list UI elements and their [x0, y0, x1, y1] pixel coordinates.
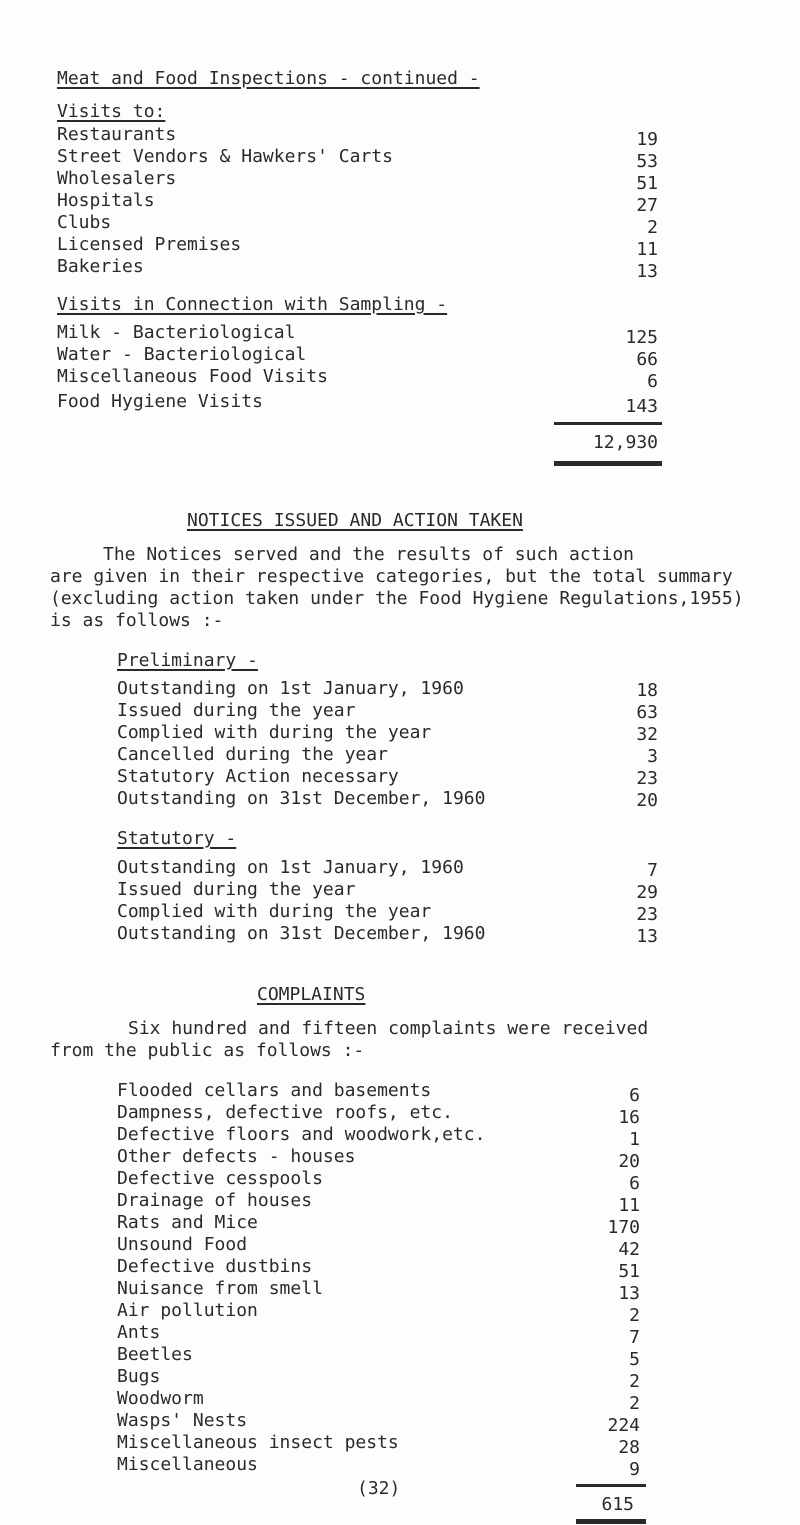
list-item-value: 32 [636, 724, 658, 745]
list-item-label: Food Hygiene Visits [57, 391, 263, 412]
list-item-label: Defective dustbins [117, 1256, 313, 1277]
list-item-value: 7 [629, 1327, 640, 1348]
complaints-total: 615 [601, 1494, 634, 1515]
list-item-value: 51 [618, 1261, 640, 1282]
list-item-label: Defective cesspools [117, 1168, 323, 1189]
list-item-value: 143 [625, 396, 658, 417]
notices-intro-line: are given in their respective categories, but the total summary [50, 566, 733, 587]
list-item-label: Other defects - houses [117, 1146, 356, 1167]
complaints-intro-line: from the public as follows :- [50, 1040, 365, 1061]
list-item-value: 9 [629, 1459, 640, 1480]
list-item-label: Air pollution [117, 1300, 258, 1321]
list-item-value: 170 [607, 1217, 640, 1238]
list-item-value: 27 [636, 195, 658, 216]
list-item-value: 66 [636, 349, 658, 370]
visits-heading: Visits to: [57, 101, 166, 122]
list-item-label: Complied with during the year [117, 722, 432, 743]
list-item-value: 19 [636, 129, 658, 150]
list-item-label: Outstanding on 31st December, 1960 [117, 788, 486, 809]
list-item-value: 2 [647, 217, 658, 238]
complaints-heading: COMPLAINTS [257, 984, 366, 1005]
list-item-label: Street Vendors & Hawkers' Carts [57, 146, 393, 167]
list-item-label: Outstanding on 31st December, 1960 [117, 923, 486, 944]
list-item-value: 6 [647, 371, 658, 392]
list-item-value: 20 [636, 790, 658, 811]
list-item-label: Nuisance from smell [117, 1278, 323, 1299]
list-item-value: 5 [629, 1349, 640, 1370]
list-item-label: Woodworm [117, 1388, 204, 1409]
list-item-value: 51 [636, 173, 658, 194]
list-item-label: Wasps' Nests [117, 1410, 248, 1431]
list-item-value: 29 [636, 882, 658, 903]
page-heading: Meat and Food Inspections - continued - [57, 68, 480, 89]
list-item-value: 18 [636, 680, 658, 701]
list-item-value: 11 [618, 1195, 640, 1216]
list-item-label: Wholesalers [57, 168, 177, 189]
list-item-value: 42 [618, 1239, 640, 1260]
list-item-value: 28 [618, 1437, 640, 1458]
list-item-label: Milk - Bacteriological [57, 322, 296, 343]
list-item-value: 2 [629, 1371, 640, 1392]
list-item-label: Statutory Action necessary [117, 766, 399, 787]
list-item-label: Drainage of houses [117, 1190, 313, 1211]
list-item-value: 23 [636, 904, 658, 925]
list-item-label: Bugs [117, 1366, 161, 1387]
page-number: (32) [357, 1478, 401, 1499]
list-item-label: Miscellaneous insect pests [117, 1432, 399, 1453]
list-item-label: Outstanding on 1st January, 1960 [117, 857, 464, 878]
list-item-value: 20 [618, 1151, 640, 1172]
sampling-total-double-rule [554, 461, 662, 466]
list-item-value: 53 [636, 151, 658, 172]
list-item-label: Cancelled during the year [117, 744, 388, 765]
list-item-label: Issued during the year [117, 700, 356, 721]
list-item-label: Flooded cellars and basements [117, 1080, 432, 1101]
list-item-label: Restaurants [57, 124, 177, 145]
list-item-value: 224 [607, 1415, 640, 1436]
list-item-value: 6 [629, 1085, 640, 1106]
list-item-value: 2 [629, 1393, 640, 1414]
sampling-heading: Visits in Connection with Sampling - [57, 294, 448, 315]
list-item-value: 63 [636, 702, 658, 723]
list-item-label: Unsound Food [117, 1234, 248, 1255]
list-item-label: Outstanding on 1st January, 1960 [117, 678, 464, 699]
list-item-value: 6 [629, 1173, 640, 1194]
complaints-total-double-rule [576, 1519, 646, 1524]
list-item-value: 11 [636, 239, 658, 260]
list-item-label: Beetles [117, 1344, 193, 1365]
list-item-value: 13 [618, 1283, 640, 1304]
complaints-intro-line: Six hundred and fifteen complaints were received [128, 1018, 649, 1039]
list-item-value: 16 [618, 1107, 640, 1128]
list-item-label: Rats and Mice [117, 1212, 258, 1233]
preliminary-heading: Preliminary - [117, 650, 258, 671]
list-item-label: Dampness, defective roofs, etc. [117, 1102, 453, 1123]
list-item-label: Licensed Premises [57, 234, 242, 255]
list-item-label: Hospitals [57, 190, 155, 211]
list-item-value: 13 [636, 261, 658, 282]
statutory-heading: Statutory - [117, 828, 237, 849]
list-item-label: Water - Bacteriological [57, 344, 307, 365]
notices-intro-line: The Notices served and the results of such action [103, 544, 635, 565]
list-item-label: Issued during the year [117, 879, 356, 900]
list-item-label: Clubs [57, 212, 112, 233]
list-item-value: 13 [636, 926, 658, 947]
list-item-value: 1 [629, 1129, 640, 1150]
list-item-label: Bakeries [57, 256, 144, 277]
list-item-label: Miscellaneous [117, 1454, 258, 1475]
notices-intro-line: is as follows :- [50, 610, 224, 631]
sampling-total: 12,930 [592, 432, 658, 453]
list-item-value: 7 [647, 860, 658, 881]
list-item-value: 125 [625, 327, 658, 348]
list-item-value: 3 [647, 746, 658, 767]
list-item-label: Defective floors and woodwork,etc. [117, 1124, 486, 1145]
sampling-total-rule [554, 422, 662, 425]
list-item-value: 2 [629, 1305, 640, 1326]
notices-heading: NOTICES ISSUED AND ACTION TAKEN [187, 510, 523, 531]
complaints-total-rule [576, 1484, 646, 1487]
list-item-label: Complied with during the year [117, 901, 432, 922]
notices-intro-line: (excluding action taken under the Food Hygiene Regulations,1955) [50, 588, 744, 609]
list-item-value: 23 [636, 768, 658, 789]
list-item-label: Miscellaneous Food Visits [57, 366, 328, 387]
list-item-label: Ants [117, 1322, 161, 1343]
